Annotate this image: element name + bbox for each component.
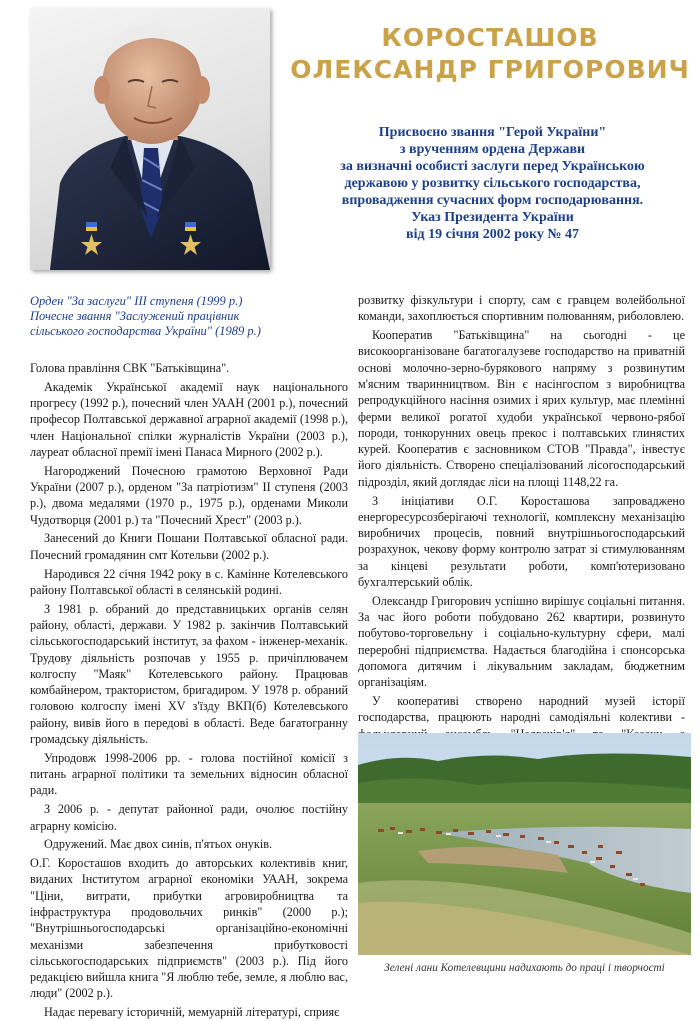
award-line: з врученням ордена Держави xyxy=(399,142,586,157)
person-name xyxy=(290,22,690,86)
paragraph: З 2006 р. - депутат районної ради, очолює постійну аграрну комісію. xyxy=(30,802,348,833)
award-text xyxy=(300,124,685,243)
portrait-photo xyxy=(30,8,270,270)
paragraph: Голова правління СВК "Батьківщина". xyxy=(30,361,230,375)
orders-line: сільського господарства України" (1989 р.) xyxy=(30,324,261,338)
paragraph: З 1981 р. обраний до представницьких органів селян району, області, держави. У 1982 р. закінчив Полтавський сільськогосподарський інститут, за фахом - інженер-механік. Трудову діяльність розпочав у 1955 р. причіплювачем колгоспу "Маяк" Котелевського району. Працював комбайнером, трактористом, бригадиром. У 1978 р. обраний головою колгоспу імені XV з'їзду ВКП(б) Котелевського району, вивів його в передові в області. Веде багатогранну громадську діяльність. xyxy=(30,601,348,747)
paragraph: Академік Української академії наук національного прогресу (1992 р.), почесний член УААН (2001 р.), почесний професор Полтавської державної аграрної академії (1998 р.), член Національної спілки журналістів України (2003 р.), лауреат обласної премії імені Панаса Мирного (2002 р.). xyxy=(30,379,348,459)
landscape-photo xyxy=(358,733,691,955)
paragraph: З ініціативи О.Г. Коросташова запроваджено енергоресурсозберігаючі технології, комплексну механізацію виробничих процесів, повний внутрішньогосподарський розрахунок, чекову форму контролю затрат зі стимулюванням за кінцеві результати роботи, комп'ютеризовано бухгалтерський облік. xyxy=(358,493,685,590)
surname: КОРОСТАШОВ xyxy=(381,23,599,52)
photo-caption: Зелені лани Котелевщини надихають до праці і творчості xyxy=(384,962,665,974)
paragraph: Кооператив "Батьківщина" на сьогодні - це високоорганізоване багатогалузеве господарство на приватній основі молочно-зерно-бурякового напряму з розвинутим м'ясним тваринництвом. Він є насінгоспом з виробництва репродукційного насіння озимих і ярих культур, має племінні ферми великої рогатої худоби української червоно-рябої породи, тонкорунних овець прекос і полтавських глинястих курей. Кооператив є засновником СТОВ "Правда", інвестує його діяльність. Створено спеціалізований лісогосподарський підрозділ, який доглядає ліси на площі 1148,22 га. xyxy=(358,328,685,489)
award-line: впровадження сучасних форм господарювання. xyxy=(341,193,644,208)
given-names: ОЛЕКСАНДР ГРИГОРОВИЧ xyxy=(290,55,690,84)
orders-line: Почесне звання "Заслужений працівник xyxy=(30,309,240,323)
award-line: Указ Президента України xyxy=(411,210,574,225)
paragraph: Одружений. Має двох синів, п'ятьох онуків. xyxy=(44,837,273,852)
paragraph: У кооперативі створено народний музей історії господарства, працюють народні самодіяльні колективи - xyxy=(358,694,685,725)
paragraph: Нагороджений Почесною грамотою Верховної Ради України (2007 р.), орденом "За патріотизм" ІІ ступеня (2003 р.), двома медалями (1970 р., 1975 р.), орденами Миколи Чудотворця (2001 р.) та "Почесний Хрест" (2003 р.). xyxy=(30,463,348,527)
paragraph: Занесений до Книги Пошани Полтавської обласної ради. Почесний громадянин смт Котельви (2002 р.). xyxy=(30,531,348,562)
paragraph: О.Г. Коросташов входить до авторських колективів книг, виданих Інститутом аграрної економіки УААН, зокрема "Ціни, витрати, прибутки агровиробництва та інфраструктура продовольчих ринків" (2000 р.); "Внутрішньогосподарські організаційно-економічні механізми забезпечення прибутковості сільськогосподарських підприємств" (2003 р.). Під його редакцією вийшла книга "Я люблю тебе, земле, я люблю вас, люди" (2002 р.). xyxy=(30,856,349,1001)
paragraph: Народився 22 січня 1942 року в с. Камінне Котелевського району Полтавської області в селянській родині. xyxy=(30,566,348,597)
biography-left-column xyxy=(30,360,349,1020)
award-line: Присвоєно звання "Герой України" xyxy=(378,125,607,140)
award-line: державою у розвитку сільського господарства, xyxy=(344,176,641,191)
orders-list xyxy=(30,294,330,339)
paragraph: Надає перевагу історичній, мемуарній літературі, сприяє xyxy=(44,1005,340,1020)
award-line: від 19 січня 2002 року № 47 xyxy=(406,227,579,242)
biography-right-column xyxy=(358,292,685,732)
paragraph: Упродовж 1998-2006 рр. - голова постійної комісії з питань аграрної політики та земельних відносин обласної ради. xyxy=(30,750,348,798)
paragraph: Олександр Григорович успішно вирішує соціальні питання. За час його роботи побудовано 262 квартири, розвинуто побутово-торговельну і соціально-культурну сфери, малі переробні підприємства. Надається благодійна і спонсорська допомога дитячим і лікувальним закладам, бюджетним організаціям. xyxy=(358,593,685,690)
paragraph: розвитку фізкультури і спорту, сам є гравцем волейбольної команди, захоплюється спортивним полюванням, риболовлею. xyxy=(358,293,685,324)
award-line: за визначні особисті заслуги перед Українською xyxy=(340,159,645,174)
orders-line: Орден "За заслуги" III ступеня (1999 р.) xyxy=(30,294,243,308)
